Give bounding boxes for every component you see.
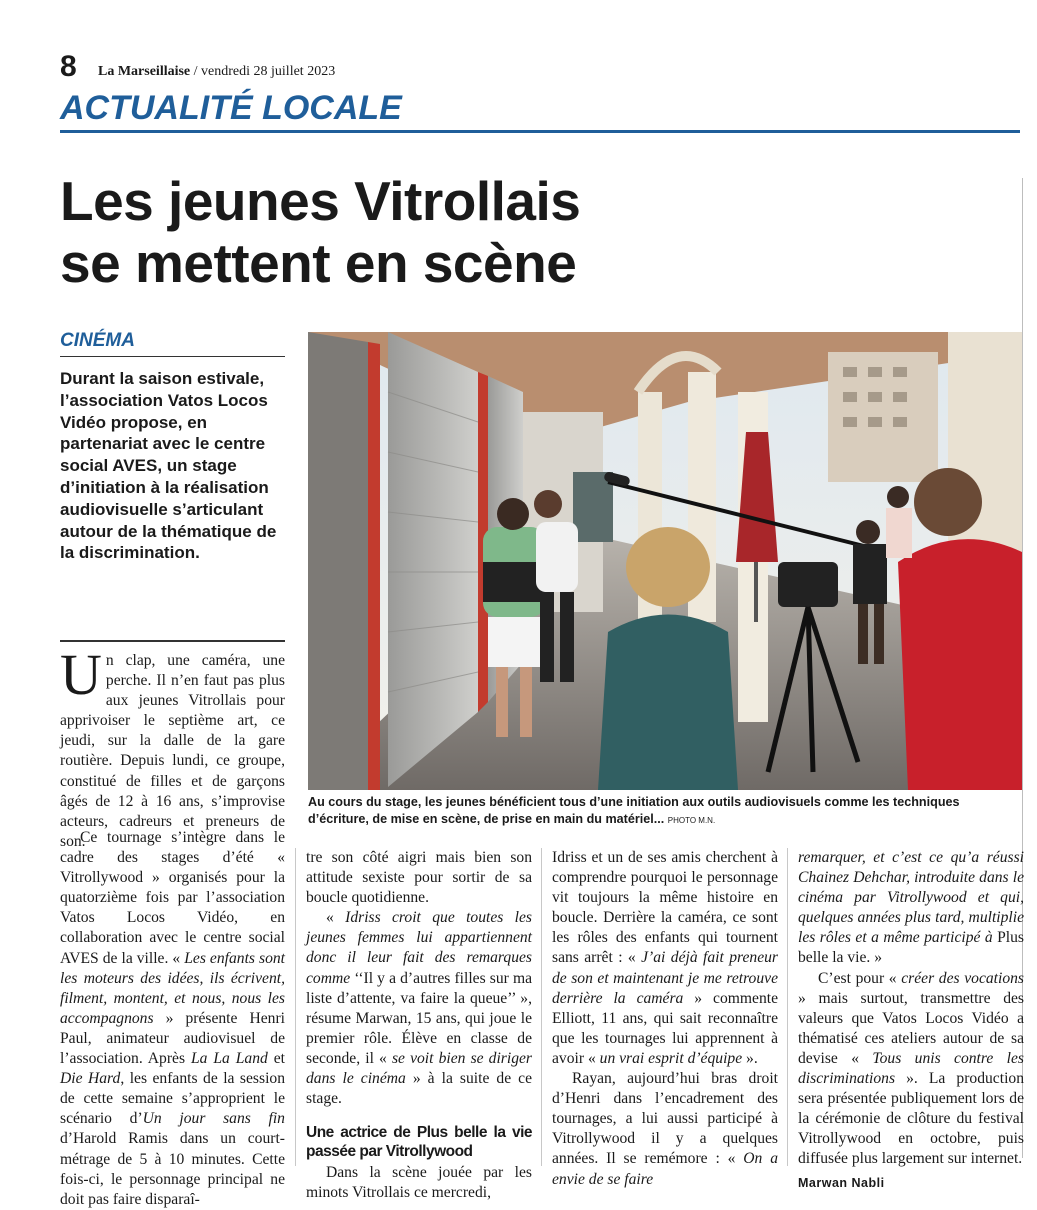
column-rule xyxy=(787,848,788,1166)
paragraph-7: Rayan, aujourd’hui bras droit d’Henri dans l’encadrement des tournages, a lui aussi participé à Vitrollywood il y a quelques années. Il se remémore : « On a envie de se faire xyxy=(552,1070,778,1188)
paragraph-1: n clap, une caméra, une perche. Il n’en faut pas plus aux jeunes Vitrollais pour apprivoiser le septième art, ce jeudi, sur la dalle de la gare routière. Depuis lundi, ce groupe, constitué de filles et de garçons âgés de 12 à 16 ans, s’improvise acteurs, cadreurs et preneurs de son. xyxy=(60,652,285,850)
section-label: CINÉMA xyxy=(60,330,135,351)
paragraph-5: Dans la scène jouée par les minots Vitrollais ce mercredi, xyxy=(306,1164,532,1202)
publication-line xyxy=(98,64,335,80)
body-column-1-top xyxy=(60,642,285,852)
paragraph-9: C’est pour « créer des vocations » mais surtout, transmettre des valeurs que Vatos Locos Vidéo a thématisé ces ateliers autour de sa devise « Tous unis contre les discriminations ». La production sera présentée publiquement lors de la cérémonie de clôture du festival Vitrollywood en octobre, puis diffusée plus largement sur internet. xyxy=(798,969,1024,1168)
paragraph-2: Ce tournage s’intègre dans le cadre des stages d’été « Vitrollywood » organisés pour la quatorzième fois par l’association Vatos Locos Vidéo, en collaboration avec le centre social AVES de la ville. « Les enfants sont les moteurs des idées, ils écrivent, filment, montent, et nous, nous les accompagnons » présente Henri Paul, animateur audiovisuel de l’association. Après La La Land et Die Hard, les enfants de la session de cette semaine s’approprient le scénario d’Un jour sans fin d’Harold Ramis dans un court-métrage de 5 à 10 minutes. Cette fois-ci, le personnage principal ne doit pas faire disparaî- xyxy=(60,829,285,1208)
publication-name: La Marseillaise xyxy=(98,64,191,79)
photo-caption xyxy=(308,794,1022,829)
photo-credit: PHOTO M.N. xyxy=(667,816,716,825)
column-rule xyxy=(541,848,542,1166)
column-rule xyxy=(295,848,296,1166)
publication-date: vendredi 28 juillet 2023 xyxy=(201,64,336,79)
section-divider xyxy=(60,356,285,357)
body-column-2 xyxy=(306,848,532,1203)
headline-line-2: se mettent en scène xyxy=(60,232,577,294)
rubric-divider xyxy=(60,130,1020,133)
page-number: 8 xyxy=(60,50,77,83)
paragraph-3: tre son côté aigri mais bien son attitude sexiste pour sortir de sa boucle quotidienne. xyxy=(306,849,532,907)
headline-line-1: Les jeunes Vitrollais xyxy=(60,170,581,232)
body-column-4 xyxy=(798,848,1024,1193)
caption-text: Au cours du stage, les jeunes bénéficient tous d’une initiation aux outils audiovisuels comme les techniques d’écriture, de mise en scène, de prise en main du matériel... xyxy=(308,795,960,826)
article-photo xyxy=(308,332,1022,790)
subheading: Une actrice de Plus belle la vie passée par Vitrollywood xyxy=(306,1124,532,1161)
rubric-title: ACTUALITÉ LOCALE xyxy=(60,89,402,127)
separator: / xyxy=(190,64,202,79)
headline xyxy=(60,170,960,294)
drop-cap: U xyxy=(60,642,102,707)
lead-paragraph: Durant la saison estivale, l’association Vatos Locos Vidéo propose, en partenariat avec le centre social AVES, un stage d’initiation à la réalisation audiovisuelle s’articulant autour de la thématique de la discrimination. xyxy=(60,369,277,563)
body-column-1 xyxy=(60,828,285,1210)
film-shoot-illustration xyxy=(308,332,1022,790)
author-signature: Marwan Nabli xyxy=(798,1175,885,1190)
paragraph-8: remarquer, et c’est ce qu’a réussi Chainez Dehchar, introduite dans le cinéma par Vitrollywood et qui, quelques années plus tard, multiplie les rôles et a même participé à Plus belle la vie. » xyxy=(798,849,1024,967)
paragraph-6: Idriss et un de ses amis cherchent à comprendre pourquoi le personnage vit toujours la même histoire en boucle. Derrière la caméra, ce sont les rôles des enfants qui tournent sans arrêt : « J’ai déjà fait preneur de son et maintenant je me retrouve derrière la caméra » commente Elliott, 11 ans, qui sait reconnaître que les tournages lui apprennent à avoir « un vrai esprit d’équipe ». xyxy=(552,849,779,1067)
paragraph-4: « Idriss croit que toutes les jeunes femmes lui appartiennent donc il leur fait des remarques comme ‘‘Il y a d’autres filles sur ma liste d’attente, va faire la queue’’ », résume Marwan, 15 ans, qui joue le premier rôle. Élève en classe de seconde, il « se voit bien se diriger dans le cinéma » à la suite de ce stage. xyxy=(306,909,532,1108)
body-column-3 xyxy=(552,848,778,1190)
